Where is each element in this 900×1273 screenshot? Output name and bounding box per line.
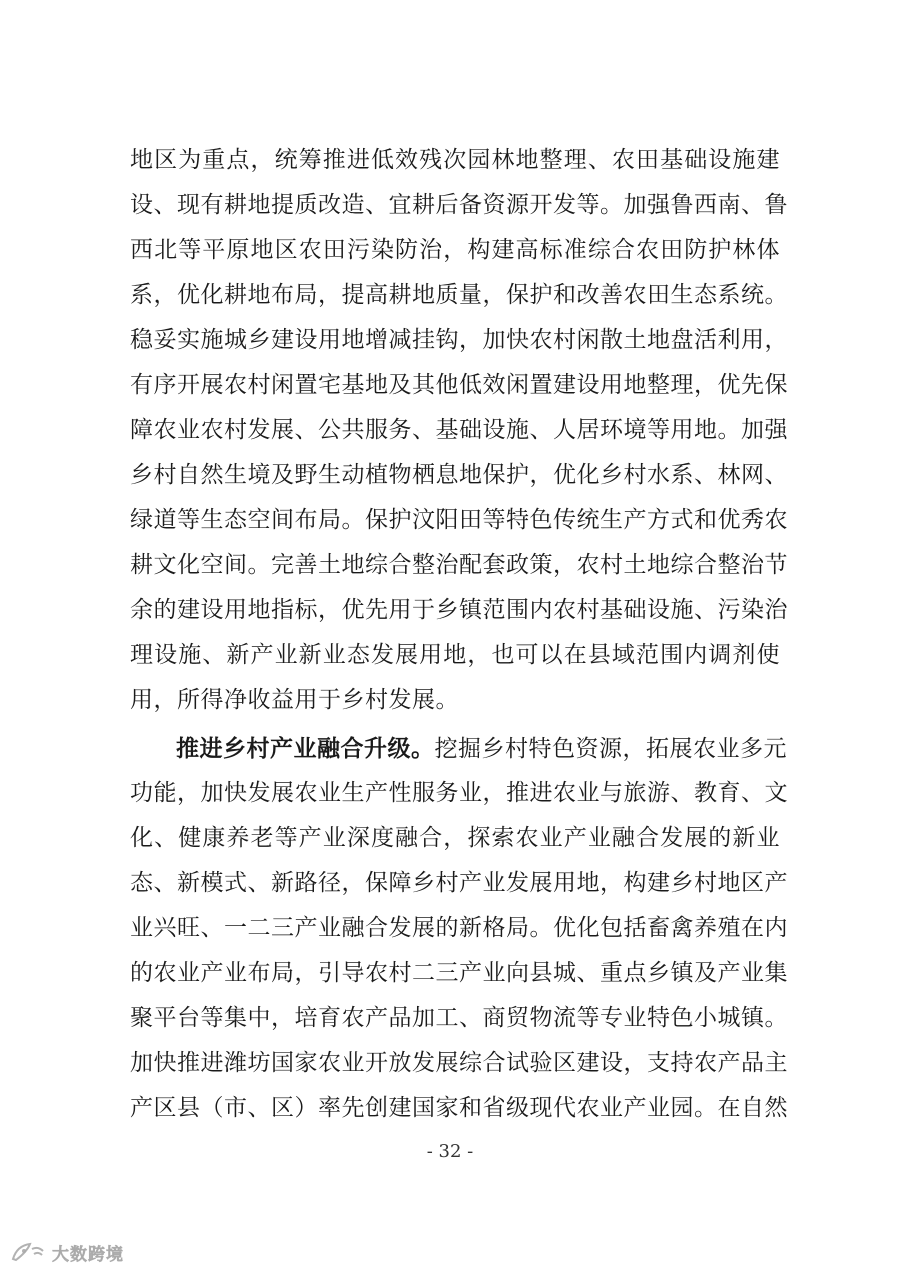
text-line: 加快推进潍坊国家农业开放发展综合试验区建设，支持农产品主 [130,1050,788,1076]
text-line: 障农业农村发展、公共服务、基础设施、人居环境等用地。加强 [130,417,788,443]
text-line: 用，所得净收益用于乡村发展。 [130,687,459,713]
text-line: 绿道等生态空间布局。保护汶阳田等特色传统生产方式和优秀农 [130,507,788,533]
text-line: 设、现有耕地提质改造、宜耕后备资源开发等。加强鲁西南、鲁 [130,192,788,218]
paragraph-lead-text: 挖掘乡村特色资源，拓展农业多元 [434,736,787,762]
text-line: 业兴旺、一二三产业融合发展的新格局。优化包括畜禽养殖在内 [130,915,788,941]
text-line: 耕文化空间。完善土地综合整治配套政策，农村土地综合整治节 [130,552,788,578]
text-line: 的农业产业布局，引导农村二三产业向县城、重点乡镇及产业集 [130,960,788,986]
text-line: 态、新模式、新路径，保障乡村产业发展用地，构建乡村地区产 [130,870,788,896]
text-line: 化、健康养老等产业深度融合，探索农业产业融合发展的新业 [130,825,780,851]
text-line: 产区县（市、区）率先创建国家和省级现代农业产业园。在自然 [130,1095,788,1121]
watermark-text: 大数跨境 [52,1244,124,1265]
watermark [10,1240,124,1264]
rocket-logo-icon [10,1241,46,1263]
text-line: 理设施、新产业新业态发展用地，也可以在县域范围内调剂使 [130,642,780,668]
paragraph-1 [130,138,788,723]
paragraph-2 [130,726,788,1131]
paragraph-heading: 推进乡村产业融合升级。 [176,735,435,762]
text-line: 余的建设用地指标，优先用于乡镇范围内农村基础设施、污染治 [130,597,788,623]
text-line: 稳妥实施城乡建设用地增减挂钩，加快农村闲散土地盘活利用， [130,327,788,353]
text-line: 聚平台等集中，培育农产品加工、商贸物流等专业特色小城镇。 [130,1005,788,1031]
text-line: 西北等平原地区农田污染防治，构建高标准综合农田防护林体 [130,237,780,263]
paragraph-first-line [130,726,787,771]
text-line: 地区为重点，统筹推进低效残次园林地整理、农田基础设施建 [130,147,780,173]
text-line: 系，优化耕地布局，提高耕地质量，保护和改善农田生态系统。 [130,282,788,308]
page-number: - 32 - [426,1141,474,1162]
text-line: 有序开展农村闲置宅基地及其他低效闲置建设用地整理，优先保 [130,372,788,398]
text-line: 乡村自然生境及野生动植物栖息地保护，优化乡村水系、林网、 [130,462,788,488]
body-text [130,138,788,1131]
text-line: 功能，加快发展农业生产性服务业，推进农业与旅游、教育、文 [130,780,788,806]
